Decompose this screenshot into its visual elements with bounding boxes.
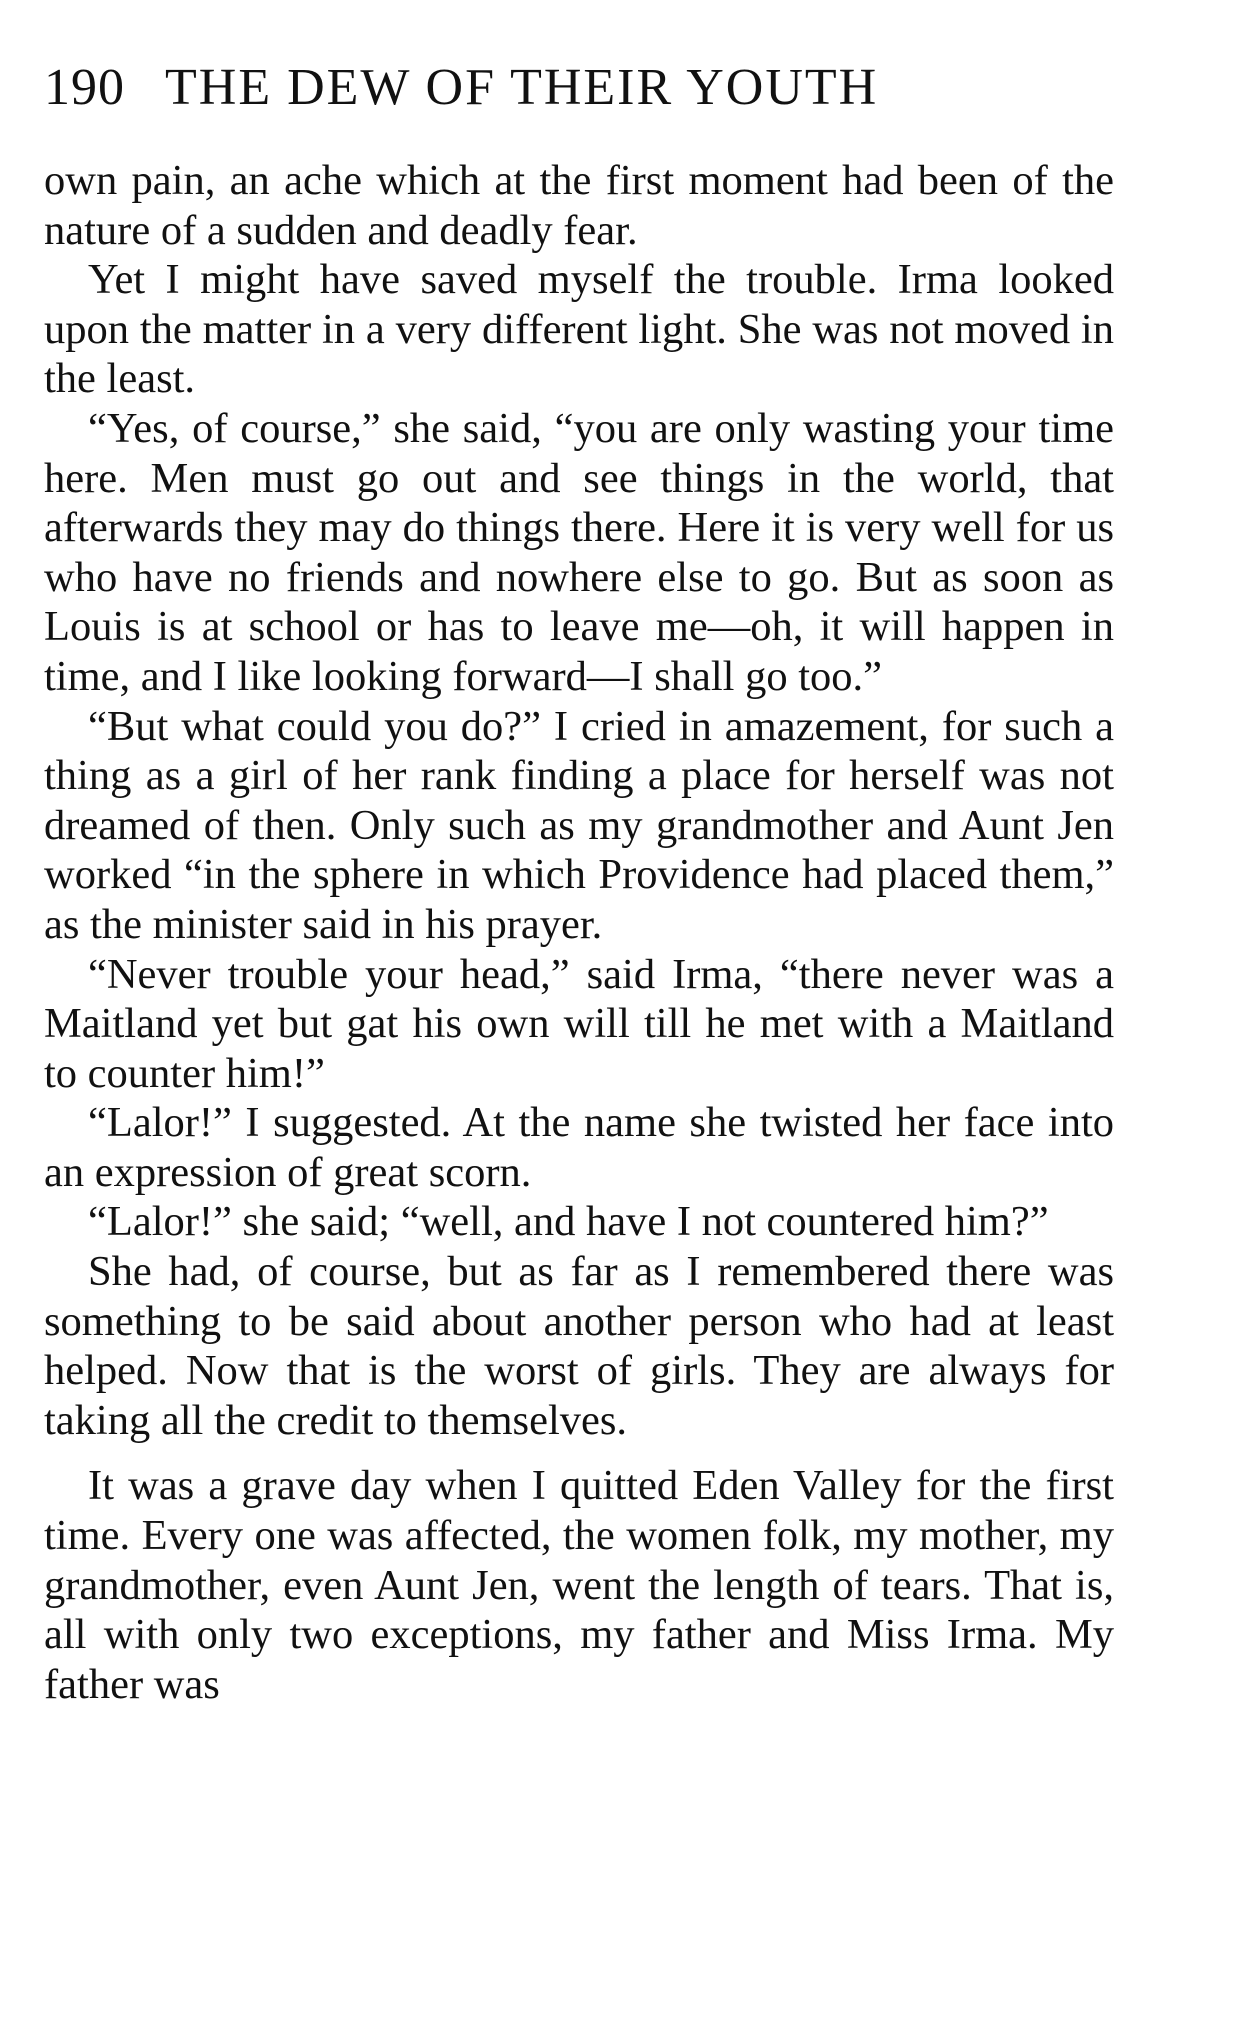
running-title: THE DEW OF THEIR YOUTH [165, 59, 879, 116]
paragraph: She had, of course, but as far as I remembered there was something to be said about another person who had at least helped. Now that is the worst of girls. They are always for taking all the credit to themselves. [44, 1248, 1114, 1444]
paragraph: “Yes, of course,” she said, “you are only wasting your time here. Men must go out and see things in the world, that afterwards they may do things there. Here it is very well for us who have no friends and nowhere else to go. But as soon as Louis is at school or has to leave me—oh, it will happen in time, and I like looking forward—I shall go too.” [44, 404, 1114, 700]
paragraph: “Lalor!” I suggested. At the name she twisted her face into an expression of great scorn. [44, 1099, 1114, 1196]
paragraph: “But what could you do?” I cried in amazement, for such a thing as a girl of her rank finding a place for herself was not dreamed of then. Only such as my grandmother and Aunt Jen worked “in the sphere in which Providence had placed them,” as the minister said in his prayer. [44, 702, 1114, 948]
running-header [44, 58, 1114, 128]
paragraph: It was a grave day when I quitted Eden Valley for the first time. Every one was affected, the women folk, my mother, my grandmother, even Aunt Jen, went the length of tears. That is, all with only two exceptions, my father and Miss Irma. My father was [44, 1462, 1114, 1708]
paragraph: “Lalor!” she said; “well, and have I not countered him?” [88, 1198, 1049, 1246]
body-text [44, 156, 1114, 1709]
page-number: 190 [44, 59, 125, 116]
paragraph: Yet I might have saved myself the trouble. Irma looked upon the matter in a very different light. She was not moved in the least. [44, 256, 1114, 403]
paragraph: “Never trouble your head,” said Irma, “there never was a Maitland yet but gat his own will till he met with a Maitland to counter him!” [44, 950, 1114, 1097]
paragraph: own pain, an ache which at the first moment had been of the nature of a sudden and deadly fear. [44, 157, 1114, 254]
